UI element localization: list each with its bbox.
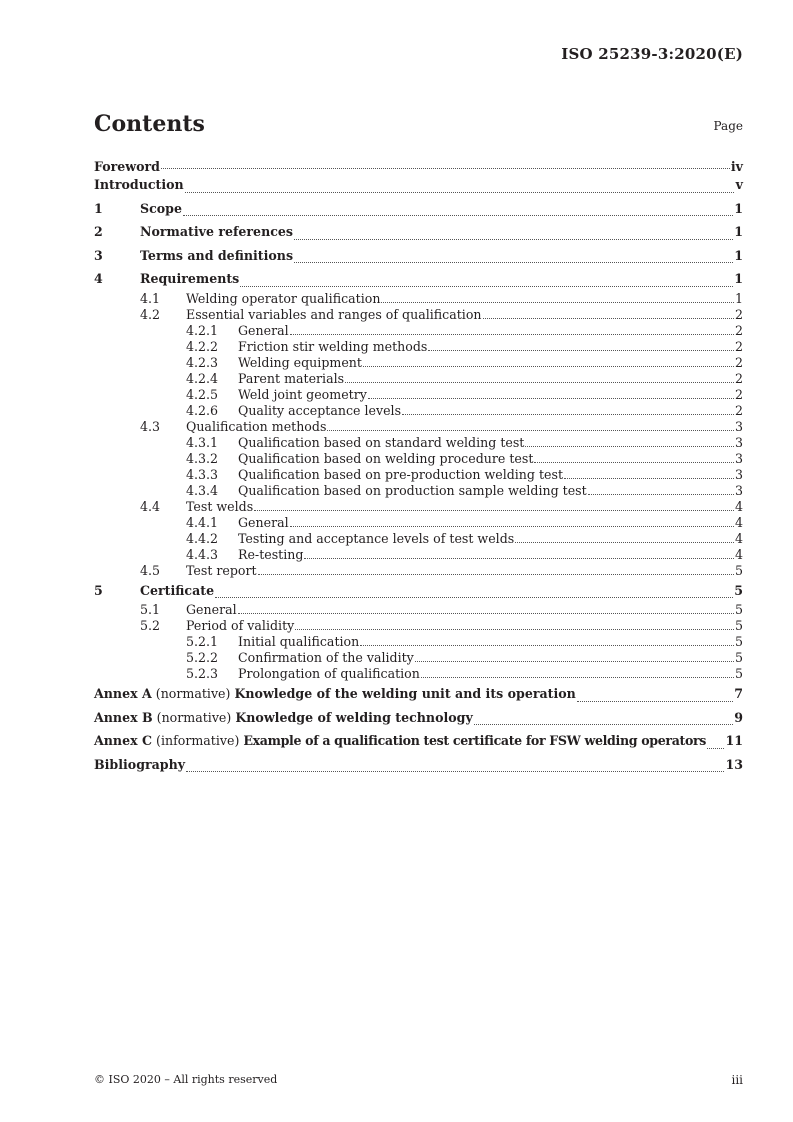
toc-entry-requirements[interactable] [94, 267, 743, 291]
toc-entry-label: Normative references [140, 224, 294, 239]
dot-leader [183, 214, 733, 216]
toc-entry-label: Parent materials [238, 370, 345, 386]
dot-leader [186, 770, 724, 772]
toc-entry-number: 4.1 [140, 290, 161, 306]
toc-entry-number: 4.2.1 [186, 322, 219, 338]
toc-entry-number: 4.3.4 [186, 482, 219, 498]
toc-entry-label: General [238, 322, 289, 338]
toc-entry-label: Test welds [186, 498, 254, 514]
toc-entry-number: 4.2 [140, 306, 161, 322]
toc-entry-label: Confirmation of the validity [238, 650, 414, 665]
toc-entry-page: 4 [734, 498, 743, 514]
toc-entry-label: Foreword [94, 159, 160, 174]
toc-entry-number: 4.4.2 [186, 530, 219, 546]
dot-leader [534, 461, 734, 463]
toc-entry-page: 3 [734, 450, 743, 466]
toc-entry-4-2[interactable] [94, 307, 743, 323]
dot-leader [381, 301, 734, 303]
dot-leader [515, 541, 734, 543]
toc-entry-number: 4.4.1 [186, 514, 219, 530]
toc-entry-4-5[interactable] [94, 563, 743, 579]
toc-entry-label: Requirements [140, 271, 240, 286]
toc-entry-annex-c[interactable] [94, 729, 743, 753]
toc-entry-annex-kind: (informative) [156, 733, 240, 748]
toc-entry-page: 5 [734, 618, 743, 633]
toc-entry-label: Knowledge of welding technology [235, 709, 473, 725]
table-of-contents [94, 155, 743, 776]
toc-entry-page: 4 [734, 546, 743, 562]
dot-leader [215, 596, 733, 598]
toc-entry-number: 4.3.1 [186, 434, 219, 450]
toc-entry-5-2-2[interactable] [94, 650, 743, 666]
dot-leader [421, 676, 734, 678]
page-number: iii [731, 1073, 743, 1087]
toc-entry-page: 4 [734, 530, 743, 546]
dot-leader [360, 644, 734, 646]
toc-entry-page: 1 [734, 290, 743, 306]
toc-entry-page: 2 [734, 322, 743, 338]
toc-entry-bibliography[interactable] [94, 753, 743, 777]
dot-leader [304, 557, 734, 559]
toc-entry-label: Scope [140, 200, 182, 216]
toc-entry-foreword[interactable] [94, 155, 743, 173]
toc-entry-number: 5.2.3 [186, 666, 219, 681]
toc-entry-page: 5 [734, 562, 743, 578]
toc-entry-certificate[interactable] [94, 579, 743, 603]
toc-entry-label: Quality acceptance levels [238, 402, 402, 418]
toc-entry-4-4-1[interactable] [94, 515, 743, 531]
toc-entry-label: Qualification methods [186, 418, 327, 434]
toc-entry-number: 4.2.2 [186, 338, 219, 354]
dot-leader [295, 628, 734, 630]
toc-entry-4-2-5[interactable] [94, 387, 743, 403]
dot-leader [294, 238, 733, 240]
dot-leader [588, 493, 734, 495]
toc-entry-page: 2 [734, 306, 743, 322]
toc-entry-page: 2 [734, 402, 743, 418]
toc-entry-number: 4.2.5 [186, 386, 219, 402]
toc-entry-4-3-4[interactable] [94, 483, 743, 499]
toc-entry-number: 5.1 [140, 602, 161, 617]
toc-entry-label: Certificate [140, 582, 215, 598]
toc-entry-label: Introduction [94, 177, 184, 192]
toc-entry-label: General [238, 514, 289, 530]
toc-entry-label: Testing and acceptance levels of test welds [238, 530, 515, 546]
toc-entry-number: 4.3.3 [186, 466, 219, 482]
dot-leader [415, 660, 734, 662]
toc-entry-annex-kind: (normative) [155, 686, 231, 701]
dot-leader [483, 317, 734, 319]
dot-leader [368, 397, 734, 399]
toc-entry-5-2[interactable] [94, 618, 743, 634]
toc-entry-number: 4 [94, 271, 103, 286]
dot-leader [345, 381, 734, 383]
toc-entry-page: 3 [734, 466, 743, 482]
toc-entry-4-4-3[interactable] [94, 547, 743, 563]
toc-entry-page: 3 [734, 434, 743, 450]
toc-entry-page: 4 [734, 514, 743, 530]
toc-entry-4-2-2[interactable] [94, 339, 743, 355]
toc-entry-page: 5 [734, 582, 743, 598]
document-id: ISO 25239-3:2020(E) [561, 45, 743, 63]
toc-entry-number: 3 [94, 247, 103, 263]
toc-entry-introduction[interactable] [94, 173, 743, 197]
toc-entry-number: 2 [94, 224, 103, 239]
dot-leader [254, 509, 734, 511]
toc-entry-number: 5.2 [140, 618, 161, 633]
toc-entry-label: Qualification based on production sample welding test [238, 482, 587, 498]
dot-leader [402, 413, 734, 415]
toc-entry-annex-a[interactable] [94, 682, 743, 706]
copyright-notice: © ISO 2020 – All rights reserved [94, 1073, 278, 1086]
dot-leader [238, 612, 734, 614]
toc-entry-page: 1 [734, 271, 743, 286]
dot-leader [185, 191, 734, 193]
dot-leader [327, 429, 734, 431]
toc-entry-5-1[interactable] [94, 602, 743, 618]
dot-leader [428, 349, 734, 351]
toc-entry-label: Example of a qualification test certificate for FSW welding operators [243, 733, 707, 748]
toc-entry-label: Prolongation of qualification [238, 666, 420, 681]
toc-entry-4-3-1[interactable] [94, 435, 743, 451]
dot-leader [525, 445, 734, 447]
toc-entry-page: 13 [725, 756, 743, 772]
toc-entry-page: iv [730, 159, 743, 174]
toc-entry-page: 3 [734, 418, 743, 434]
toc-entry-terms-and-definitions[interactable] [94, 244, 743, 268]
toc-entry-page: 2 [734, 354, 743, 370]
toc-entry-label: Essential variables and ranges of qualification [186, 306, 482, 322]
toc-entry-number: 4.4 [140, 498, 161, 514]
toc-entry-annex-prefix: Annex C [94, 733, 153, 748]
toc-entry-annex-prefix: Annex B [94, 709, 153, 725]
toc-entry-4-3-2[interactable] [94, 451, 743, 467]
toc-entry-page: 5 [734, 602, 743, 617]
dot-leader [240, 285, 733, 287]
toc-entry-label: Test report [186, 562, 257, 578]
dot-leader [290, 525, 734, 527]
toc-entry-number: 4.5 [140, 562, 161, 578]
dot-leader [363, 365, 734, 367]
dot-leader [474, 723, 733, 725]
toc-entry-page: 9 [734, 709, 743, 725]
toc-entry-page: 11 [725, 733, 743, 748]
toc-entry-page: v [735, 177, 743, 192]
dot-leader [290, 333, 734, 335]
toc-entry-label: Initial qualification [238, 634, 360, 649]
toc-entry-number: 1 [94, 200, 103, 216]
toc-entry-annex-kind: (normative) [156, 709, 232, 725]
page-title: Contents [94, 111, 205, 137]
toc-entry-page: 1 [734, 247, 743, 263]
toc-entry-5-2-1[interactable] [94, 634, 743, 650]
toc-entry-4-1[interactable] [94, 291, 743, 307]
dot-leader [161, 167, 730, 169]
toc-entry-number: 4.2.6 [186, 402, 219, 418]
toc-entry-number: 4.2.3 [186, 354, 219, 370]
toc-entry-annex-b[interactable] [94, 706, 743, 730]
toc-entry-4-2-4[interactable] [94, 371, 743, 387]
toc-entry-4-2-6[interactable] [94, 403, 743, 419]
toc-entry-label: Qualification based on welding procedure test [238, 450, 534, 466]
toc-entry-label: Qualification based on pre-production welding test [238, 466, 564, 482]
toc-entry-label: Bibliography [94, 756, 186, 772]
dot-leader [564, 477, 734, 479]
toc-entry-4-2-1[interactable] [94, 323, 743, 339]
toc-entry-4-4-2[interactable] [94, 531, 743, 547]
toc-entry-number: 4.2.4 [186, 370, 219, 386]
toc-entry-label: General [186, 602, 237, 617]
toc-entry-label: Welding equipment [238, 354, 362, 370]
toc-entry-annex-prefix: Annex A [94, 686, 152, 701]
toc-entry-4-4[interactable] [94, 499, 743, 515]
dot-leader [577, 700, 733, 702]
toc-entry-normative-references[interactable] [94, 220, 743, 244]
toc-entry-label: Knowledge of the welding unit and its operation [234, 686, 576, 701]
toc-entry-number: 5.2.2 [186, 650, 219, 665]
toc-entry-4-3[interactable] [94, 419, 743, 435]
toc-entry-number: 5.2.1 [186, 634, 219, 649]
toc-entry-label: Period of validity [186, 618, 295, 633]
toc-entry-page: 5 [734, 650, 743, 665]
toc-entry-label: Weld joint geometry [238, 386, 367, 402]
toc-entry-label: Re-testing [238, 546, 304, 562]
dot-leader [258, 573, 734, 575]
toc-entry-page: 2 [734, 386, 743, 402]
toc-entry-page: 5 [734, 666, 743, 681]
toc-entry-5-2-3[interactable] [94, 666, 743, 682]
toc-entry-number: 4.3 [140, 418, 161, 434]
toc-entry-page: 2 [734, 338, 743, 354]
toc-entry-4-2-3[interactable] [94, 355, 743, 371]
toc-entry-page: 2 [734, 370, 743, 386]
toc-entry-scope[interactable] [94, 197, 743, 221]
dot-leader [707, 747, 724, 749]
toc-entry-label: Friction stir welding methods [238, 338, 428, 354]
page-column-label: Page [713, 119, 743, 133]
toc-entry-page: 1 [734, 224, 743, 239]
toc-entry-label: Qualification based on standard welding test [238, 434, 525, 450]
toc-entry-label: Welding operator qualification [186, 290, 381, 306]
dot-leader [294, 261, 733, 263]
toc-entry-number: 4.4.3 [186, 546, 219, 562]
toc-entry-page: 7 [734, 686, 743, 701]
toc-entry-page: 3 [734, 482, 743, 498]
toc-entry-page: 1 [734, 200, 743, 216]
toc-entry-number: 5 [94, 582, 103, 598]
toc-entry-number: 4.3.2 [186, 450, 219, 466]
toc-entry-label: Terms and definitions [140, 247, 294, 263]
toc-entry-page: 5 [734, 634, 743, 649]
toc-entry-4-3-3[interactable] [94, 467, 743, 483]
